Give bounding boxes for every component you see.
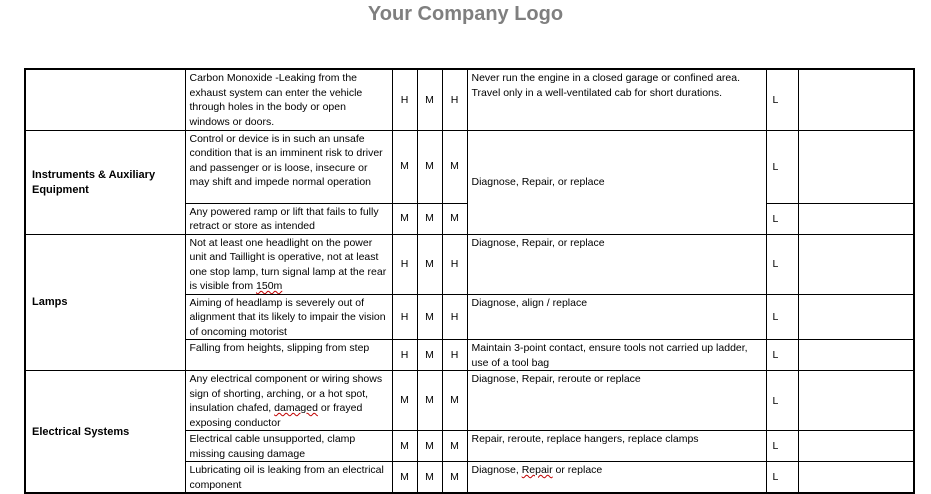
hazard-cell[interactable]: Electrical cable unsupported, clamp missing causing damage <box>185 431 392 462</box>
risk-rating-1[interactable]: M <box>392 462 417 494</box>
risk-rating-3[interactable]: M <box>442 130 467 203</box>
risk-rating-2[interactable]: M <box>417 340 442 371</box>
notes-cell[interactable] <box>798 431 914 462</box>
control-measure-cell[interactable]: Diagnose, Repair, reroute or replace <box>467 371 766 431</box>
risk-rating-2[interactable]: M <box>417 294 442 340</box>
residual-risk-cell[interactable]: L <box>766 203 798 234</box>
control-measure-cell[interactable]: Repair, reroute, replace hangers, replace clamps <box>467 431 766 462</box>
risk-rating-3[interactable]: M <box>442 462 467 494</box>
notes-cell[interactable] <box>798 203 914 234</box>
table-row <box>25 234 914 294</box>
risk-rating-1[interactable]: M <box>392 203 417 234</box>
residual-risk-cell[interactable]: L <box>766 431 798 462</box>
hazard-cell[interactable] <box>185 371 392 431</box>
category-cell-empty[interactable] <box>25 69 185 130</box>
control-measure-cell[interactable]: Never run the engine in a closed garage or confined area. Travel only in a well-ventilated cab for short durations. <box>467 69 766 130</box>
risk-rating-1[interactable]: H <box>392 234 417 294</box>
notes-cell[interactable] <box>798 69 914 130</box>
category-instruments[interactable]: Instruments & Auxiliary Equipment <box>25 130 185 234</box>
notes-cell[interactable] <box>798 234 914 294</box>
risk-rating-3[interactable]: M <box>442 203 467 234</box>
residual-risk-cell[interactable]: L <box>766 130 798 203</box>
control-measure-cell[interactable]: Diagnose, Repair, or replace <box>467 234 766 294</box>
risk-rating-3[interactable]: H <box>442 234 467 294</box>
risk-rating-2[interactable]: M <box>417 431 442 462</box>
notes-cell[interactable] <box>798 340 914 371</box>
risk-rating-2[interactable]: M <box>417 69 442 130</box>
hazard-cell[interactable]: Control or device is in such an unsafe condition that is an imminent risk to driver and passenger or is loose, insecure or may shift and impede normal operation <box>185 130 392 203</box>
category-lamps[interactable]: Lamps <box>25 234 185 371</box>
control-text: Diagnose, <box>471 464 522 476</box>
hazard-cell[interactable]: Lubricating oil is leaking from an electrical component <box>185 462 392 494</box>
risk-rating-3[interactable]: H <box>442 69 467 130</box>
spellcheck-flagged-word: damaged <box>274 402 318 414</box>
residual-risk-cell[interactable]: L <box>766 234 798 294</box>
risk-rating-3[interactable]: M <box>442 431 467 462</box>
table-row <box>25 371 914 431</box>
hazard-cell[interactable]: Aiming of headlamp is severely out of alignment that its likely to impair the vision of oncoming motorist <box>185 294 392 340</box>
risk-rating-3[interactable]: M <box>442 371 467 431</box>
risk-rating-1[interactable]: M <box>392 371 417 431</box>
hazard-cell[interactable] <box>185 234 392 294</box>
risk-rating-3[interactable]: H <box>442 340 467 371</box>
control-measure-cell[interactable]: Diagnose, align / replace <box>467 294 766 340</box>
risk-rating-2[interactable]: M <box>417 130 442 203</box>
notes-cell[interactable] <box>798 294 914 340</box>
hazard-text: Not at least one headlight on the power unit and Taillight is operative, not at least one stop lamp, turn signal lamp at the rear is visible from <box>189 236 387 292</box>
residual-risk-cell[interactable]: L <box>766 69 798 130</box>
company-logo-text: Your Company Logo <box>367 3 564 25</box>
control-measure-cell[interactable]: Diagnose, Repair, or replace <box>467 130 766 234</box>
category-electrical-systems[interactable]: Electrical Systems <box>25 371 185 494</box>
notes-cell[interactable] <box>798 462 914 494</box>
control-text-end: or replace <box>552 464 603 476</box>
spellcheck-flagged-word: 150m <box>256 280 283 292</box>
control-measure-cell[interactable]: Maintain 3-point contact, ensure tools not carried up ladder, use of a tool bag <box>467 340 766 371</box>
risk-rating-3[interactable]: H <box>442 294 467 340</box>
risk-rating-1[interactable]: H <box>392 294 417 340</box>
hazard-assessment-table <box>24 68 915 494</box>
risk-rating-1[interactable]: M <box>392 130 417 203</box>
hazard-cell[interactable]: Any powered ramp or lift that fails to fully retract or store as intended <box>185 203 392 234</box>
table-row <box>25 130 914 203</box>
risk-rating-2[interactable]: M <box>417 371 442 431</box>
hazard-cell[interactable]: Falling from heights, slipping from step <box>185 340 392 371</box>
hazard-cell[interactable]: Carbon Monoxide -Leaking from the exhaust system can enter the vehicle through holes in the body or open windows or doors. <box>185 69 392 130</box>
risk-rating-2[interactable]: M <box>417 462 442 494</box>
risk-rating-2[interactable]: M <box>417 234 442 294</box>
notes-cell[interactable] <box>798 371 914 431</box>
residual-risk-cell[interactable]: L <box>766 340 798 371</box>
risk-rating-2[interactable]: M <box>417 203 442 234</box>
residual-risk-cell[interactable]: L <box>766 371 798 431</box>
risk-rating-1[interactable]: H <box>392 340 417 371</box>
residual-risk-cell[interactable]: L <box>766 462 798 494</box>
risk-rating-1[interactable]: M <box>392 431 417 462</box>
control-measure-cell[interactable] <box>467 462 766 494</box>
residual-risk-cell[interactable]: L <box>766 294 798 340</box>
hazard-text-end: or frayed exposing conductor <box>189 402 363 429</box>
hazard-text: Any electrical component or wiring shows sign of shorting, arching, or a hot spot, insulation chafed, <box>189 373 383 414</box>
spellcheck-flagged-word: Repair <box>521 464 553 476</box>
table-row <box>25 69 914 130</box>
risk-rating-1[interactable]: H <box>392 69 417 130</box>
notes-cell[interactable] <box>798 130 914 203</box>
